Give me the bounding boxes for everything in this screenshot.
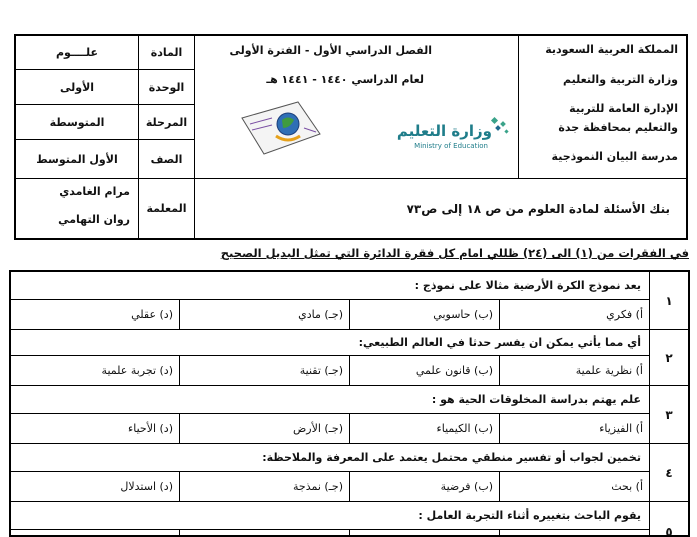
option-a[interactable]: [499, 530, 649, 537]
option-d[interactable]: (د) تجربة علمية: [9, 356, 179, 386]
ministry-logo-text: وزارة التعليم: [396, 122, 492, 140]
question-text: أي مما يأتي يمكن ان يفسر حدثا في العالم الطبيعي:: [11, 330, 649, 356]
school-line-city: والتعليم بمحافظة جدة: [558, 121, 678, 134]
label-stage: المرحلة: [138, 105, 194, 140]
question-text: يقوم الباحث بتغييره أثناء التجربة العامل :: [11, 502, 649, 530]
school-emblem: [238, 98, 324, 160]
question-number: ٢: [649, 330, 688, 386]
question-text: يعد نموذج الكرة الأرضية مثالا على نموذج :: [11, 272, 649, 300]
label-teacher: المعلمة: [138, 179, 194, 238]
option-a[interactable]: أ) نظرية علمية: [499, 356, 649, 386]
option-b[interactable]: (ب) الكيمياء: [349, 414, 499, 444]
option-c[interactable]: (جـ) مادي: [179, 300, 349, 330]
option-b[interactable]: (ب) حاسوبي: [349, 300, 499, 330]
question-text: تخمين لجواب أو تفسير منطقي محتمل يعتمد على المعرفة والملاحظة:: [11, 444, 649, 472]
question-number: ٣: [649, 386, 688, 444]
question-number: ٥: [649, 502, 688, 537]
academic-year: لعام الدراسي ١٤٤٠ - ١٤٤١ هـ: [266, 73, 424, 86]
school-info-block: [518, 36, 686, 179]
option-b[interactable]: (ب) قانون علمي: [349, 356, 499, 386]
term-title: الفصل الدراسي الأول - الفترة الأولى: [229, 44, 432, 57]
school-line-ministry: وزارة التربية والتعليم: [563, 73, 678, 86]
school-name: مدرسة البيان النموذجية: [551, 150, 678, 163]
option-b[interactable]: [349, 530, 499, 537]
option-c[interactable]: (جـ) نمذجة: [179, 472, 349, 502]
question-bank-title: بنك الأسئلة لمادة العلوم من ص ١٨ إلى ص٧٣: [194, 179, 686, 238]
ministry-logo-subtext: Ministry of Education: [414, 142, 488, 150]
option-d[interactable]: (د) استدلال: [9, 472, 179, 502]
question-text: علم يهتم بدراسة المخلوقات الحية هو :: [11, 386, 649, 414]
value-subject: علــــوم: [16, 36, 138, 70]
option-a[interactable]: أ) فكري: [499, 300, 649, 330]
option-c[interactable]: [179, 530, 349, 537]
teacher-names: [16, 179, 138, 238]
option-b[interactable]: (ب) فرضية: [349, 472, 499, 502]
option-c[interactable]: (جـ) الأرض: [179, 414, 349, 444]
value-grade: الأول المتوسط: [16, 140, 138, 179]
school-line-admin: الإدارة العامة للتربية: [569, 102, 678, 115]
teacher-name-1: مرام الغامدي: [59, 185, 130, 198]
ministry-logo: [396, 116, 510, 156]
option-d[interactable]: (د) عقلي: [9, 300, 179, 330]
label-subject: المادة: [138, 36, 194, 70]
value-unit: الأولى: [16, 70, 138, 105]
option-d[interactable]: [9, 530, 179, 537]
term-block: [194, 36, 518, 179]
school-line-kingdom: المملكة العربية السعودية: [545, 43, 678, 56]
option-d[interactable]: (د) الأحياء: [9, 414, 179, 444]
option-a[interactable]: أ) بحث: [499, 472, 649, 502]
instructions: في الفقرات من (١) الى (٢٤) ظللي امام كل فقرة الدائرة التي تمثل البديل الصحيح: [220, 246, 689, 260]
option-c[interactable]: (جـ) تقنية: [179, 356, 349, 386]
option-a[interactable]: أ) الفيزياء: [499, 414, 649, 444]
label-grade: الصف: [138, 140, 194, 179]
question-number: ١: [649, 272, 688, 330]
label-unit: الوحدة: [138, 70, 194, 105]
question-number: ٤: [649, 444, 688, 502]
questions-table: [9, 270, 690, 537]
teacher-name-2: روان التهامي: [58, 213, 130, 226]
header-table: [14, 34, 688, 240]
value-stage: المتوسطة: [16, 105, 138, 140]
